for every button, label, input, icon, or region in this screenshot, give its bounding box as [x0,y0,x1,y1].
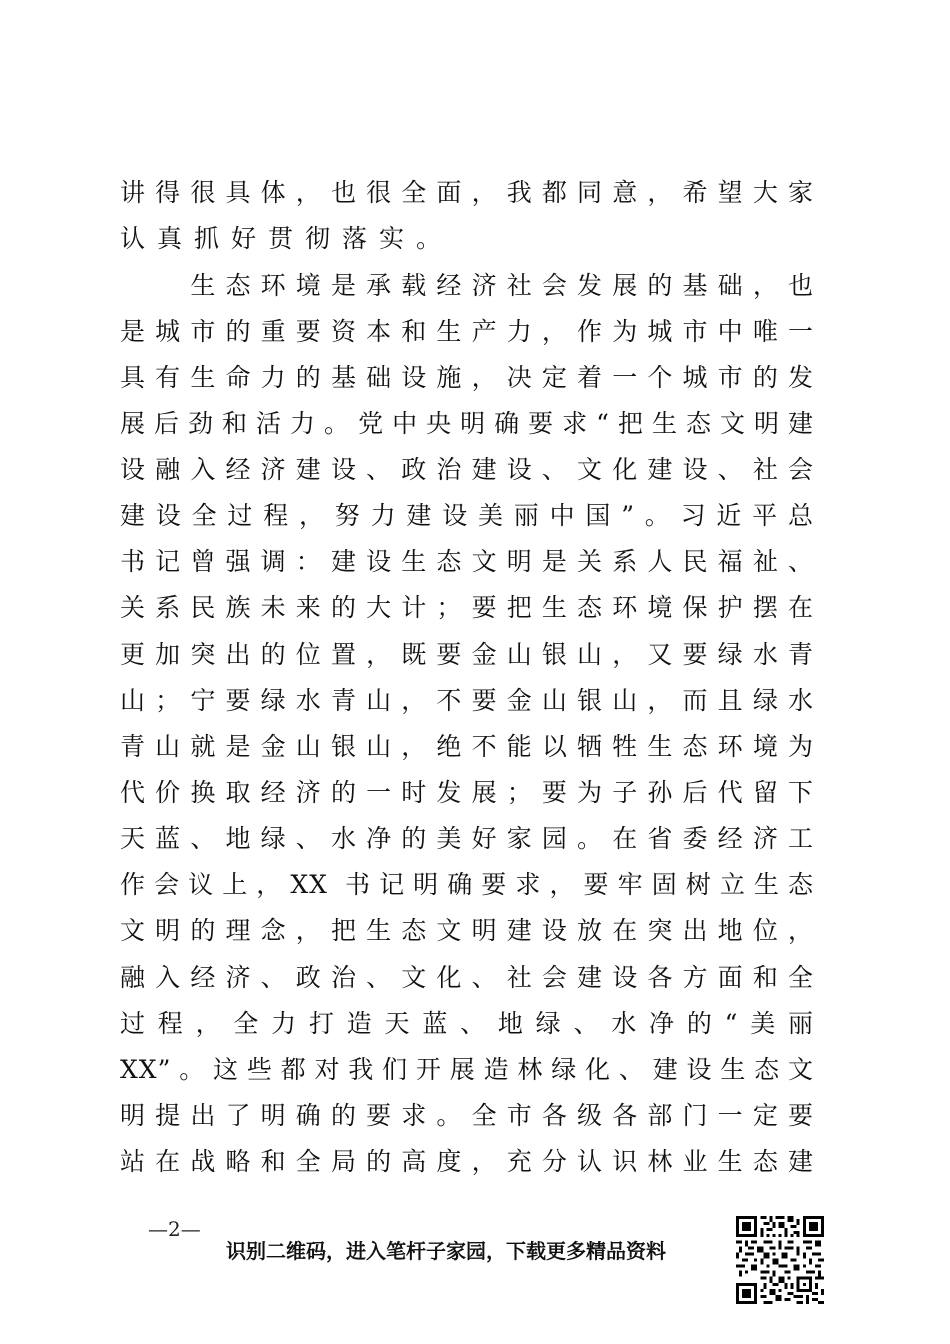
body-text-line: 是城市的重要资本和生产力，作为城市中唯一 [120,317,814,346]
page-number: —2— [148,1217,201,1241]
body-text-line: 具有生命力的基础设施，决定着一个城市的发 [120,363,814,392]
body-text-line: 融入经济、政治、文化、社会建设各方面和全 [120,963,814,992]
body-text-line: 山；宁要绿水青山，不要金山银山，而且绿水 [120,686,814,715]
body-text-line: 代价换取经济的一时发展；要为子孙后代留下 [120,778,814,807]
body-text-line: 站在战略和全局的高度，充分认识林业生态建 [120,1147,814,1176]
body-text-line: XX”。这些都对我们开展造林绿化、建设生态文 [120,1055,814,1084]
body-text-line: 设融入经济建设、政治建设、文化建设、社会 [120,455,814,484]
body-text-line: 书记曾强调：建设生态文明是关系人民福祉、 [120,547,814,576]
body-text-line: 生态环境是承载经济社会发展的基础，也 [120,271,814,300]
body-text-line: 青山就是金山银山，绝不能以牺牲生态环境为 [120,732,814,761]
body-text-line: 文明的理念，把生态文明建设放在突出地位， [120,916,814,945]
qr-code-icon[interactable] [736,1216,824,1304]
body-text-line: 建设全过程，努力建设美丽中国”。习近平总 [120,501,814,530]
body-text-line: 过程，全力打造天蓝、地绿、水净的“美丽 [120,1009,814,1038]
body-text-line: 认真抓好贯彻落实。 [120,224,454,253]
footer-promo-text: 识别二维码，进入笔杆子家园，下载更多精品资料 [226,1239,666,1263]
body-text-line: 展后劲和活力。党中央明确要求“把生态文明建 [120,409,814,438]
body-text-line: 天蓝、地绿、水净的美好家园。在省委经济工 [120,824,814,853]
body-text-line: 明提出了明确的要求。全市各级各部门一定要 [120,1101,814,1130]
body-text-line: 讲得很具体，也很全面，我都同意，希望大家 [120,178,814,207]
body-text-line: 关系民族未来的大计；要把生态环境保护摆在 [120,593,814,622]
body-text-line: 更加突出的位置，既要金山银山，又要绿水青 [120,640,814,669]
body-text-line: 作会议上，XX 书记明确要求，要牢固树立生态 [120,870,814,899]
